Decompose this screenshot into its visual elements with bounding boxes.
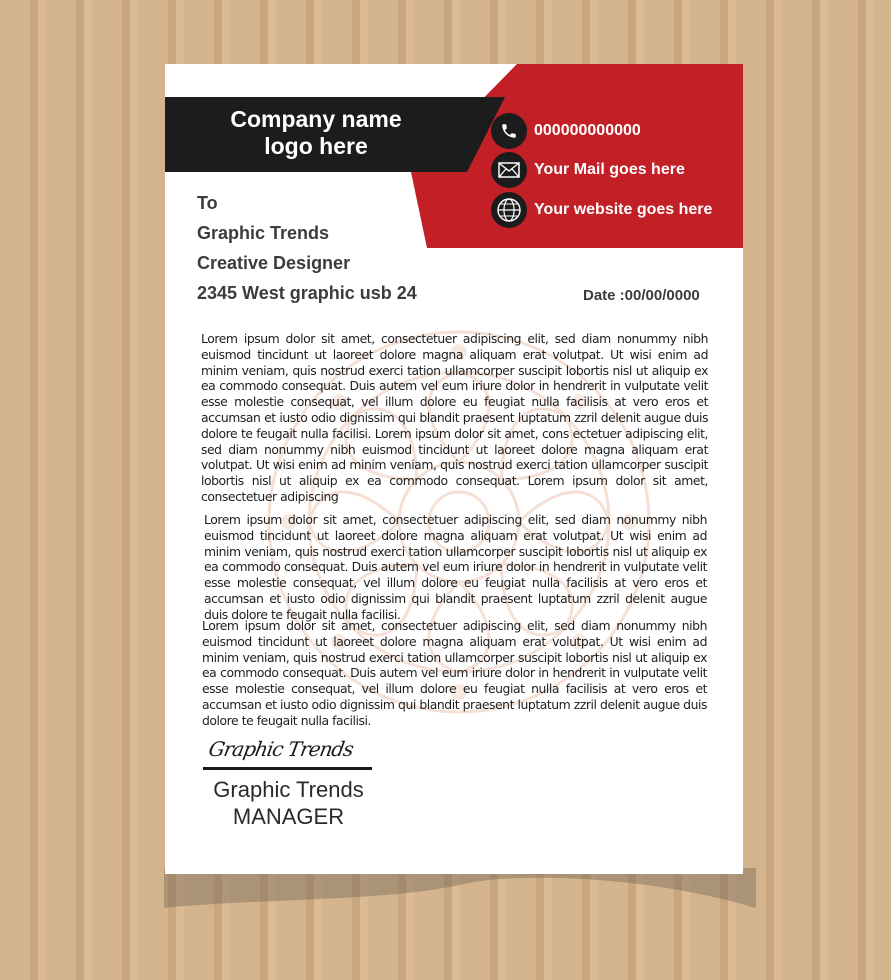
company-logo-label: logo here bbox=[264, 133, 368, 159]
paper-shadow bbox=[164, 868, 756, 910]
signatory-role: MANAGER bbox=[232, 804, 345, 829]
body-paragraph-2: Lorem ipsum dolor sit amet, consectetuer adipiscing elit, sed diam nonummy nibh euismod tincidunt ut laoreet dolore magna aliquam erat volutpat. Ut wisi enim ad minim veniam, quis nostrud exerci tation ullamcorper suscipit lobortis nisl ut aliquip ex ea commodo consequat. Duis autem vel eum iriure dolor in hendrerit in vulputate velit esse molestie consequat, vel illum dolore eu feugiat nulla facilisis at vero eros et accumsan et iusto odio dignissim qui blandit praesent luptatum zzril delenit augue duis dolore te feugait nulla facilisi. bbox=[204, 512, 707, 622]
recipient-to: To bbox=[197, 193, 218, 213]
recipient-address: 2345 West graphic usb 24 bbox=[197, 283, 417, 303]
recipient-name: Graphic Trends bbox=[197, 223, 330, 243]
website-url: Your website goes here bbox=[534, 201, 713, 218]
company-logo-text bbox=[201, 106, 431, 160]
email-address: Your Mail goes here bbox=[534, 161, 685, 178]
signatory-name: Graphic Trends bbox=[213, 777, 364, 802]
contact-email bbox=[491, 152, 685, 188]
signature-line bbox=[203, 767, 372, 770]
globe-icon bbox=[491, 192, 527, 228]
body-paragraph-3: Lorem ipsum dolor sit amet, consectetuer adipiscing elit, sed diam nonummy nibh euismod tincidunt ut laoreet dolore magna aliquam erat volutpat. Ut wisi enim ad minim veniam, quis nostrud exerci tation ullamcorper suscipit lobortis nisl ut aliquip ex ea commodo consequat. Duis autem vel eum iriure dolor in hendrerit in vulputate velit esse molestie consequat, vel illum dolore eu feugiat nulla facilisis at vero eros et accumsan et iusto odio dignissim qui blandit praesent luptatum zzril delenit augue duis dolore te feugait nulla facilisi. bbox=[202, 618, 707, 728]
body-paragraph-1: Lorem ipsum dolor sit amet, consectetuer adipiscing elit, sed diam nonummy nibh euismod tincidunt ut laoreet dolore magna aliquam erat volutpat. Ut wisi enim ad minim veniam, quis nostrud exerci tation ullamcorper suscipit lobortis nisl ut aliquip ex ea commodo consequat. Duis autem vel eum iriure dolor in hendrerit in vulputate velit esse molestie consequat, vel illum dolore eu feugiat nulla facilisis at vero eros et accumsan et iusto odio dignissim qui blandit praesent luptatum zzril delenit augue duis dolore te feugait nulla facilisi. Lorem ipsum dolor sit amet, cons ectetuer adipiscing elit, sed diam nonummy nibh euismod tincidunt ut laoreet dolore magna aliquam erat volutpat. Ut wisi enim ad minim veniam, quis nostrud exerci tation ullamcorper suscipit lobortis nisl ut aliquip ex ea commodo consequat. Lorem ipsum dolor sit amet, consectetuer adipiscing bbox=[201, 331, 708, 504]
recipient-title: Creative Designer bbox=[197, 253, 351, 273]
mail-icon bbox=[491, 152, 527, 188]
contact-phone bbox=[491, 113, 641, 149]
phone-number: 000000000000 bbox=[534, 122, 641, 139]
letter-date: Date :00/00/0000 bbox=[583, 287, 700, 304]
signature-script: Graphic Trends bbox=[206, 737, 355, 761]
letterhead-page bbox=[165, 64, 743, 874]
contact-website bbox=[491, 192, 712, 228]
company-name: Company name bbox=[230, 106, 402, 132]
phone-icon bbox=[491, 113, 527, 149]
signatory bbox=[201, 776, 376, 830]
